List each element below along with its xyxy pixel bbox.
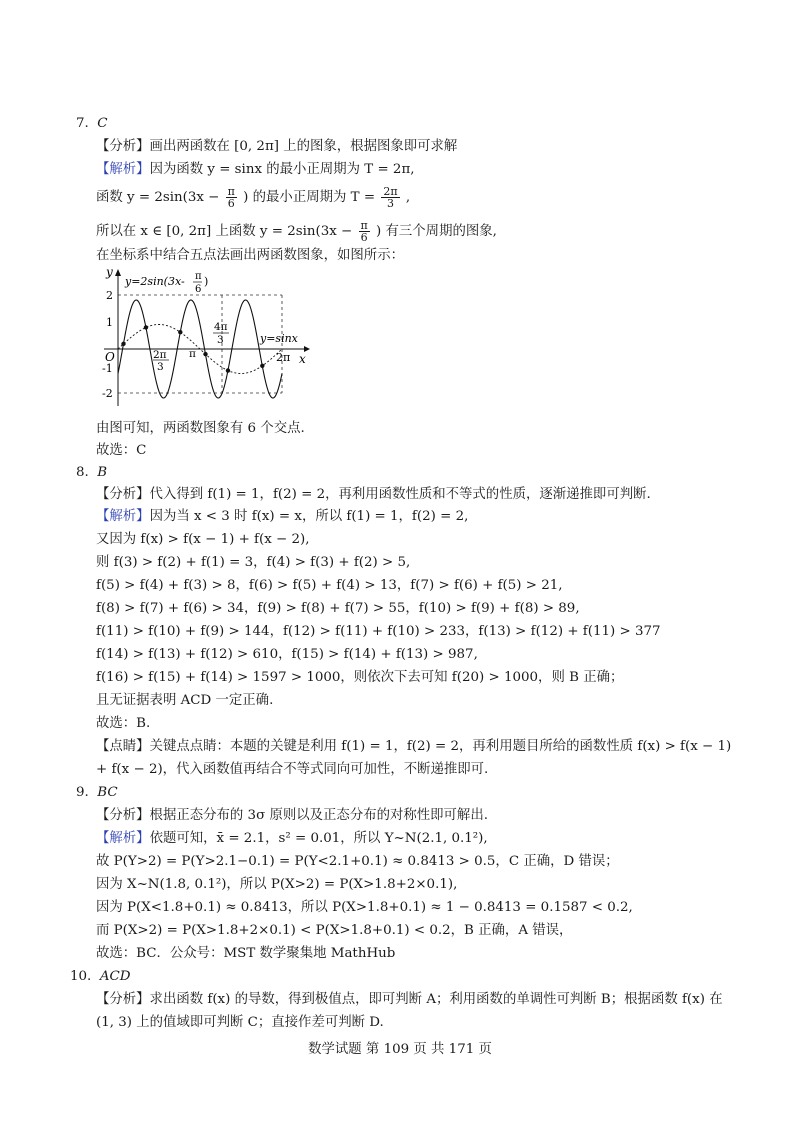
q9-line-5: 而 P(X>2) = P(X>1.8+2×0.1) < P(X>1.8+0.1) < 0.2，B 正确，A 错误， <box>96 923 573 938</box>
q9-answer: BC <box>97 785 118 800</box>
q7-solution-line-1 <box>96 160 415 180</box>
q7-number: 7. <box>76 116 89 131</box>
intersection-point-1 <box>121 342 125 346</box>
q7-solution-line-2 <box>96 186 410 209</box>
q10-line-2: (1, 3) 上的值域即可判断 C；直接作差可判断 D. <box>96 1015 384 1030</box>
q7-sol2-frac2 <box>381 186 399 209</box>
q8-line-7: f(14) > f(13) + f(12) > 610，f(15) > f(14) + f(13) > 987, <box>96 647 478 662</box>
q7-analysis: 【分析】画出两函数在 [0, 2π] 上的图象，根据图象即可求解 <box>96 139 458 154</box>
big-curve-label: y=2sin(3x- <box>125 275 185 288</box>
q9-analysis: 【分析】根据正态分布的 3σ 原则以及正态分布的对称性即可解出. <box>96 808 488 823</box>
q7-conclusion: 由图可知，两函数图象有 6 个交点. <box>96 421 305 436</box>
tick-label-pi: π <box>189 348 196 360</box>
frac-bottom: 6 <box>360 231 368 244</box>
q8-line-10: 故选：B. <box>96 716 151 731</box>
y-axis-label: y <box>106 266 113 279</box>
origin-label: O <box>105 350 115 364</box>
tick-label-2pi3-top: 2π <box>153 349 167 361</box>
q7-solution-line-4: 在坐标系中结合五点法画出两函数图象，如图所示： <box>96 248 404 263</box>
tick-label-neg1: -1 <box>102 362 113 375</box>
q8-analysis: 【分析】代入得到 f(1) = 1，f(2) = 2，再利用函数性质和不等式的性质，逐渐递推即可判断. <box>96 487 651 502</box>
q7-sol2-pre: 函数 y = 2sin(3x − <box>96 190 220 205</box>
intersection-point-3 <box>178 330 182 334</box>
tick-label-neg2: -2 <box>102 387 113 400</box>
q8-line-3: 则 f(3) > f(2) + f(1) = 3，f(4) > f(3) + f(2) > 5, <box>96 555 411 570</box>
q9-line-3: 因为 X~N(1.8, 0.1²)，所以 P(X>2) = P(X>1.8+2×0.1), <box>96 877 458 892</box>
q7-sol3-end: ) 有三个周期的图象, <box>376 224 497 239</box>
tick-label-2pi3-bottom: 3 <box>157 361 164 373</box>
big-label-frac-bottom: 6 <box>195 284 202 295</box>
frac-top: π <box>227 185 235 198</box>
frac-top: 2π <box>383 185 398 198</box>
q7-header <box>76 114 108 134</box>
q7-solution-line-3 <box>96 220 497 243</box>
q8-line-8: f(16) > f(15) + f(14) > 1597 > 1000，则依次下去可知 f(20) > 1000，则 B 正确； <box>96 670 624 685</box>
q8-number: 8. <box>76 465 89 480</box>
q7-sol2-frac <box>226 186 237 209</box>
q7-sol3-pre: 所以在 x ∈ [0, 2π] 上函数 y = 2sin(3x − <box>96 224 353 239</box>
q8-line-12: + f(x − 2)，代入函数值再结合不等式同向可加性，不断递推即可. <box>96 762 489 777</box>
q10-answer: ACD <box>99 969 131 984</box>
tick-label-4pi3-bottom: 3 <box>217 334 224 346</box>
big-label-close: ) <box>204 275 209 288</box>
function-graph <box>98 266 318 416</box>
q9-number: 9. <box>76 785 89 800</box>
guide-lines <box>118 295 282 393</box>
tick-label-2pi: 2π <box>276 351 291 364</box>
intersection-point-2 <box>144 325 148 329</box>
q9-sol-text-1: 依题可知，x̄ = 2.1，s² = 0.01，所以 Y~N(2.1, 0.1²), <box>149 831 488 846</box>
q10-header <box>70 967 130 987</box>
q9-solution-line-1 <box>96 829 488 849</box>
tick-label-4pi3-top: 4π <box>214 321 228 333</box>
q9-line-6: 故选：BC．公众号：MST 数学聚集地 MathHub <box>96 946 396 961</box>
q8-line-2: 又因为 f(x) > f(x − 1) + f(x − 2), <box>96 532 310 547</box>
q7-choice: 故选：C <box>96 443 147 458</box>
q9-line-2: 故 P(Y>2) = P(Y>2.1−0.1) = P(Y<2.1+0.1) ≈ 0.8413 > 0.5，C 正确，D 错误； <box>96 854 619 869</box>
frac-bottom: 6 <box>227 197 235 210</box>
big-label-frac-top: π <box>195 271 202 282</box>
intersection-point-4 <box>203 352 207 356</box>
tick-label-2: 2 <box>106 289 113 302</box>
q7-sol3-frac <box>359 220 370 243</box>
x-axis-label: x <box>299 352 306 366</box>
q8-line-4: f(5) > f(4) + f(3) > 8，f(6) > f(5) + f(4) > 13，f(7) > f(6) + f(5) > 21, <box>96 578 563 593</box>
q7-sol2-end: , <box>405 190 411 205</box>
tick-label-1: 1 <box>106 316 113 329</box>
q8-line-5: f(8) > f(7) + f(6) > 34，f(9) > f(8) + f(7) > 55，f(10) > f(9) + f(8) > 89, <box>96 601 580 616</box>
q8-line-6: f(11) > f(10) + f(9) > 144，f(12) > f(11) + f(10) > 233，f(13) > f(12) + f(11) > 377 <box>96 624 661 639</box>
frac-bottom: 3 <box>386 197 394 210</box>
y-axis-arrow <box>115 269 121 276</box>
solution-tag: 【解析】 <box>96 831 150 846</box>
sinx-curve-label: y=sinx <box>260 332 298 345</box>
q8-header <box>76 463 107 483</box>
solution-tag: 【解析】 <box>96 162 150 177</box>
q9-line-4: 因为 P(X<1.8+0.1) ≈ 0.8413，所以 P(X>1.8+0.1) ≈ 1 − 0.8413 = 0.1587 < 0.2, <box>96 900 633 915</box>
q8-answer: B <box>97 465 108 480</box>
intersection-point-5 <box>226 368 230 372</box>
q8-line-11: 【点睛】关键点点睛：本题的关键是利用 f(1) = 1，f(2) = 2，再利用题目所给的函数性质 f(x) > f(x − 1) <box>96 739 732 754</box>
q7-sol-text-1: 因为函数 y = sinx 的最小正周期为 T = 2π, <box>149 162 415 177</box>
q9-header <box>76 783 118 803</box>
q10-analysis: 【分析】求出函数 f(x) 的导数，得到极值点，即可判断 A；利用函数的单调性可判断 B；根据函数 f(x) 在 <box>96 992 723 1007</box>
page-footer: 数学试题 第 109 页 共 171 页 <box>308 1042 492 1057</box>
q10-number: 10. <box>70 969 92 984</box>
q8-sol-text-1: 因为当 x < 3 时 f(x) = x，所以 f(1) = 1，f(2) = 2, <box>149 509 469 524</box>
q8-solution-line-1 <box>96 507 468 527</box>
q7-answer: C <box>97 116 108 131</box>
solution-tag: 【解析】 <box>96 509 150 524</box>
q8-line-9: 且无证据表明 ACD 一定正确. <box>96 693 274 708</box>
intersection-point-6 <box>260 364 264 368</box>
frac-top: π <box>360 219 368 232</box>
q7-sol2-mid: ) 的最小正周期为 T = <box>243 190 376 205</box>
